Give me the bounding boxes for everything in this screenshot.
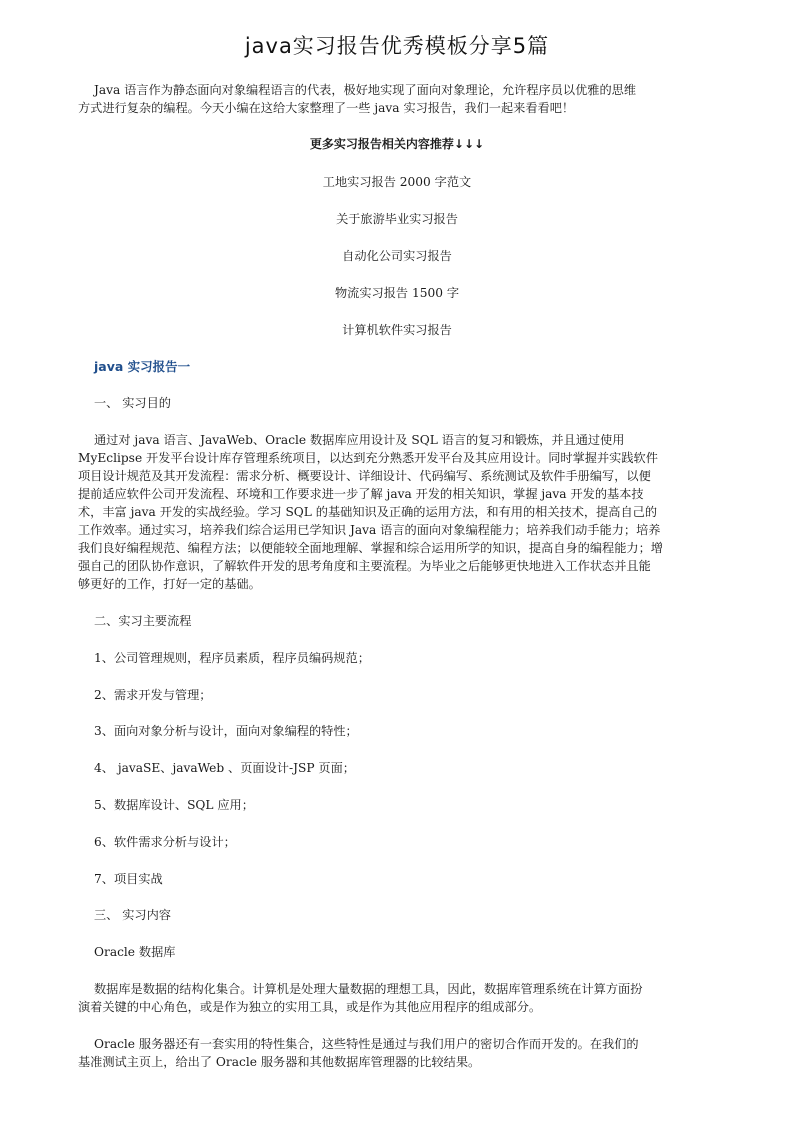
purpose-line: MyEclipse 开发平台设计库存管理系统项目，以达到充分熟悉开发平台及其应用设计。同时掌握并实践软件: [78, 451, 658, 465]
oracle-title: Oracle 数据库: [94, 945, 176, 959]
recommend-link[interactable]: [0, 321, 794, 339]
purpose-line: 我们良好编程规范、编程方法；以便能较全面地理解、掌握和综合运用所学的知识，提高自身的编程能力；增: [78, 541, 663, 555]
recommend-link-label[interactable]: 关于旅游毕业实习报告: [336, 212, 458, 226]
recommend-link-label[interactable]: 计算机软件实习报告: [342, 323, 452, 337]
content-title: 三、 实习内容: [94, 908, 171, 922]
oracle-paragraph-line: 基准测试主页上，给出了 Oracle 服务器和其他数据库管理器的比较结果。: [78, 1055, 481, 1069]
db-paragraph-line: 演着关键的中心角色，或是作为独立的实用工具，或是作为其他应用程序的组成部分。: [78, 1000, 542, 1014]
recommend-link[interactable]: [0, 173, 794, 191]
recommend-link[interactable]: [0, 210, 794, 228]
recommend-link-label[interactable]: 自动化公司实习报告: [342, 249, 452, 263]
process-item: 1、公司管理规则，程序员素质，程序员编码规范；: [94, 651, 370, 665]
purpose-line: 够更好的工作，打好一定的基础。: [78, 577, 261, 591]
purpose-line: 术，丰富 java 开发的实战经验。学习 SQL 的基础知识及正确的运用方法，和有用的相关技术，提高自己的: [78, 505, 658, 519]
recommend-link[interactable]: [0, 247, 794, 265]
recommend-link-label[interactable]: 工地实习报告 2000 字范文: [322, 175, 472, 189]
process-item: 5、数据库设计、SQL 应用；: [94, 798, 254, 812]
purpose-line: 通过对 java 语言、JavaWeb、Oracle 数据库应用设计及 SQL 语言的复习和锻炼，并且通过使用: [94, 433, 625, 447]
recommend-link-label[interactable]: 物流实习报告 1500 字: [334, 286, 460, 300]
process-item: 2、需求开发与管理；: [94, 688, 212, 702]
section-heading: java 实习报告一: [94, 359, 191, 374]
purpose-line: 提前适应软件公司开发流程、环境和工作要求进一步了解 java 开发的相关知识，掌握 java 开发的基本技: [78, 487, 644, 501]
db-paragraph-line: 数据库是数据的结构化集合。计算机是处理大量数据的理想工具，因此，数据库管理系统在计算方面扮: [94, 982, 643, 996]
process-item: 4、 javaSE、javaWeb 、页面设计-JSP 页面；: [94, 761, 355, 775]
purpose-line: 项目设计规范及其开发流程：需求分析、概要设计、详细设计、代码编写、系统测试及软件手册编写，以便: [78, 469, 651, 483]
purpose-title: 一、 实习目的: [94, 396, 171, 410]
recommend-heading: 更多实习报告相关内容推荐↓↓↓: [309, 137, 485, 151]
recommend-link[interactable]: [0, 284, 794, 302]
intro-line-2: 方式进行复杂的编程。今天小编在这给大家整理了一些 java 实习报告，我们一起来看看吧！: [78, 101, 575, 115]
purpose-line: 强自己的团队协作意识，了解软件开发的思考角度和主要流程。为毕业之后能够更快地进入工作状态并且能: [78, 559, 651, 573]
process-item: 6、软件需求分析与设计；: [94, 835, 236, 849]
document-title: java实习报告优秀模板分享5篇: [244, 34, 550, 58]
purpose-line: 工作效率。通过实习，培养我们综合运用已学知识 Java 语言的面向对象编程能力；培养我们动手能力；培养: [78, 523, 661, 537]
process-item: 3、面向对象分析与设计，面向对象编程的特性；: [94, 724, 358, 738]
intro-line-1: Java 语言作为静态面向对象编程语言的代表，极好地实现了面向对象理论，允许程序员以优雅的思维: [94, 83, 637, 97]
oracle-paragraph-line: Oracle 服务器还有一套实用的特性集合，这些特性是通过与我们用户的密切合作而开发的。在我们的: [94, 1037, 639, 1051]
process-title: 二、实习主要流程: [94, 614, 192, 628]
process-item: 7、项目实战: [94, 872, 163, 886]
